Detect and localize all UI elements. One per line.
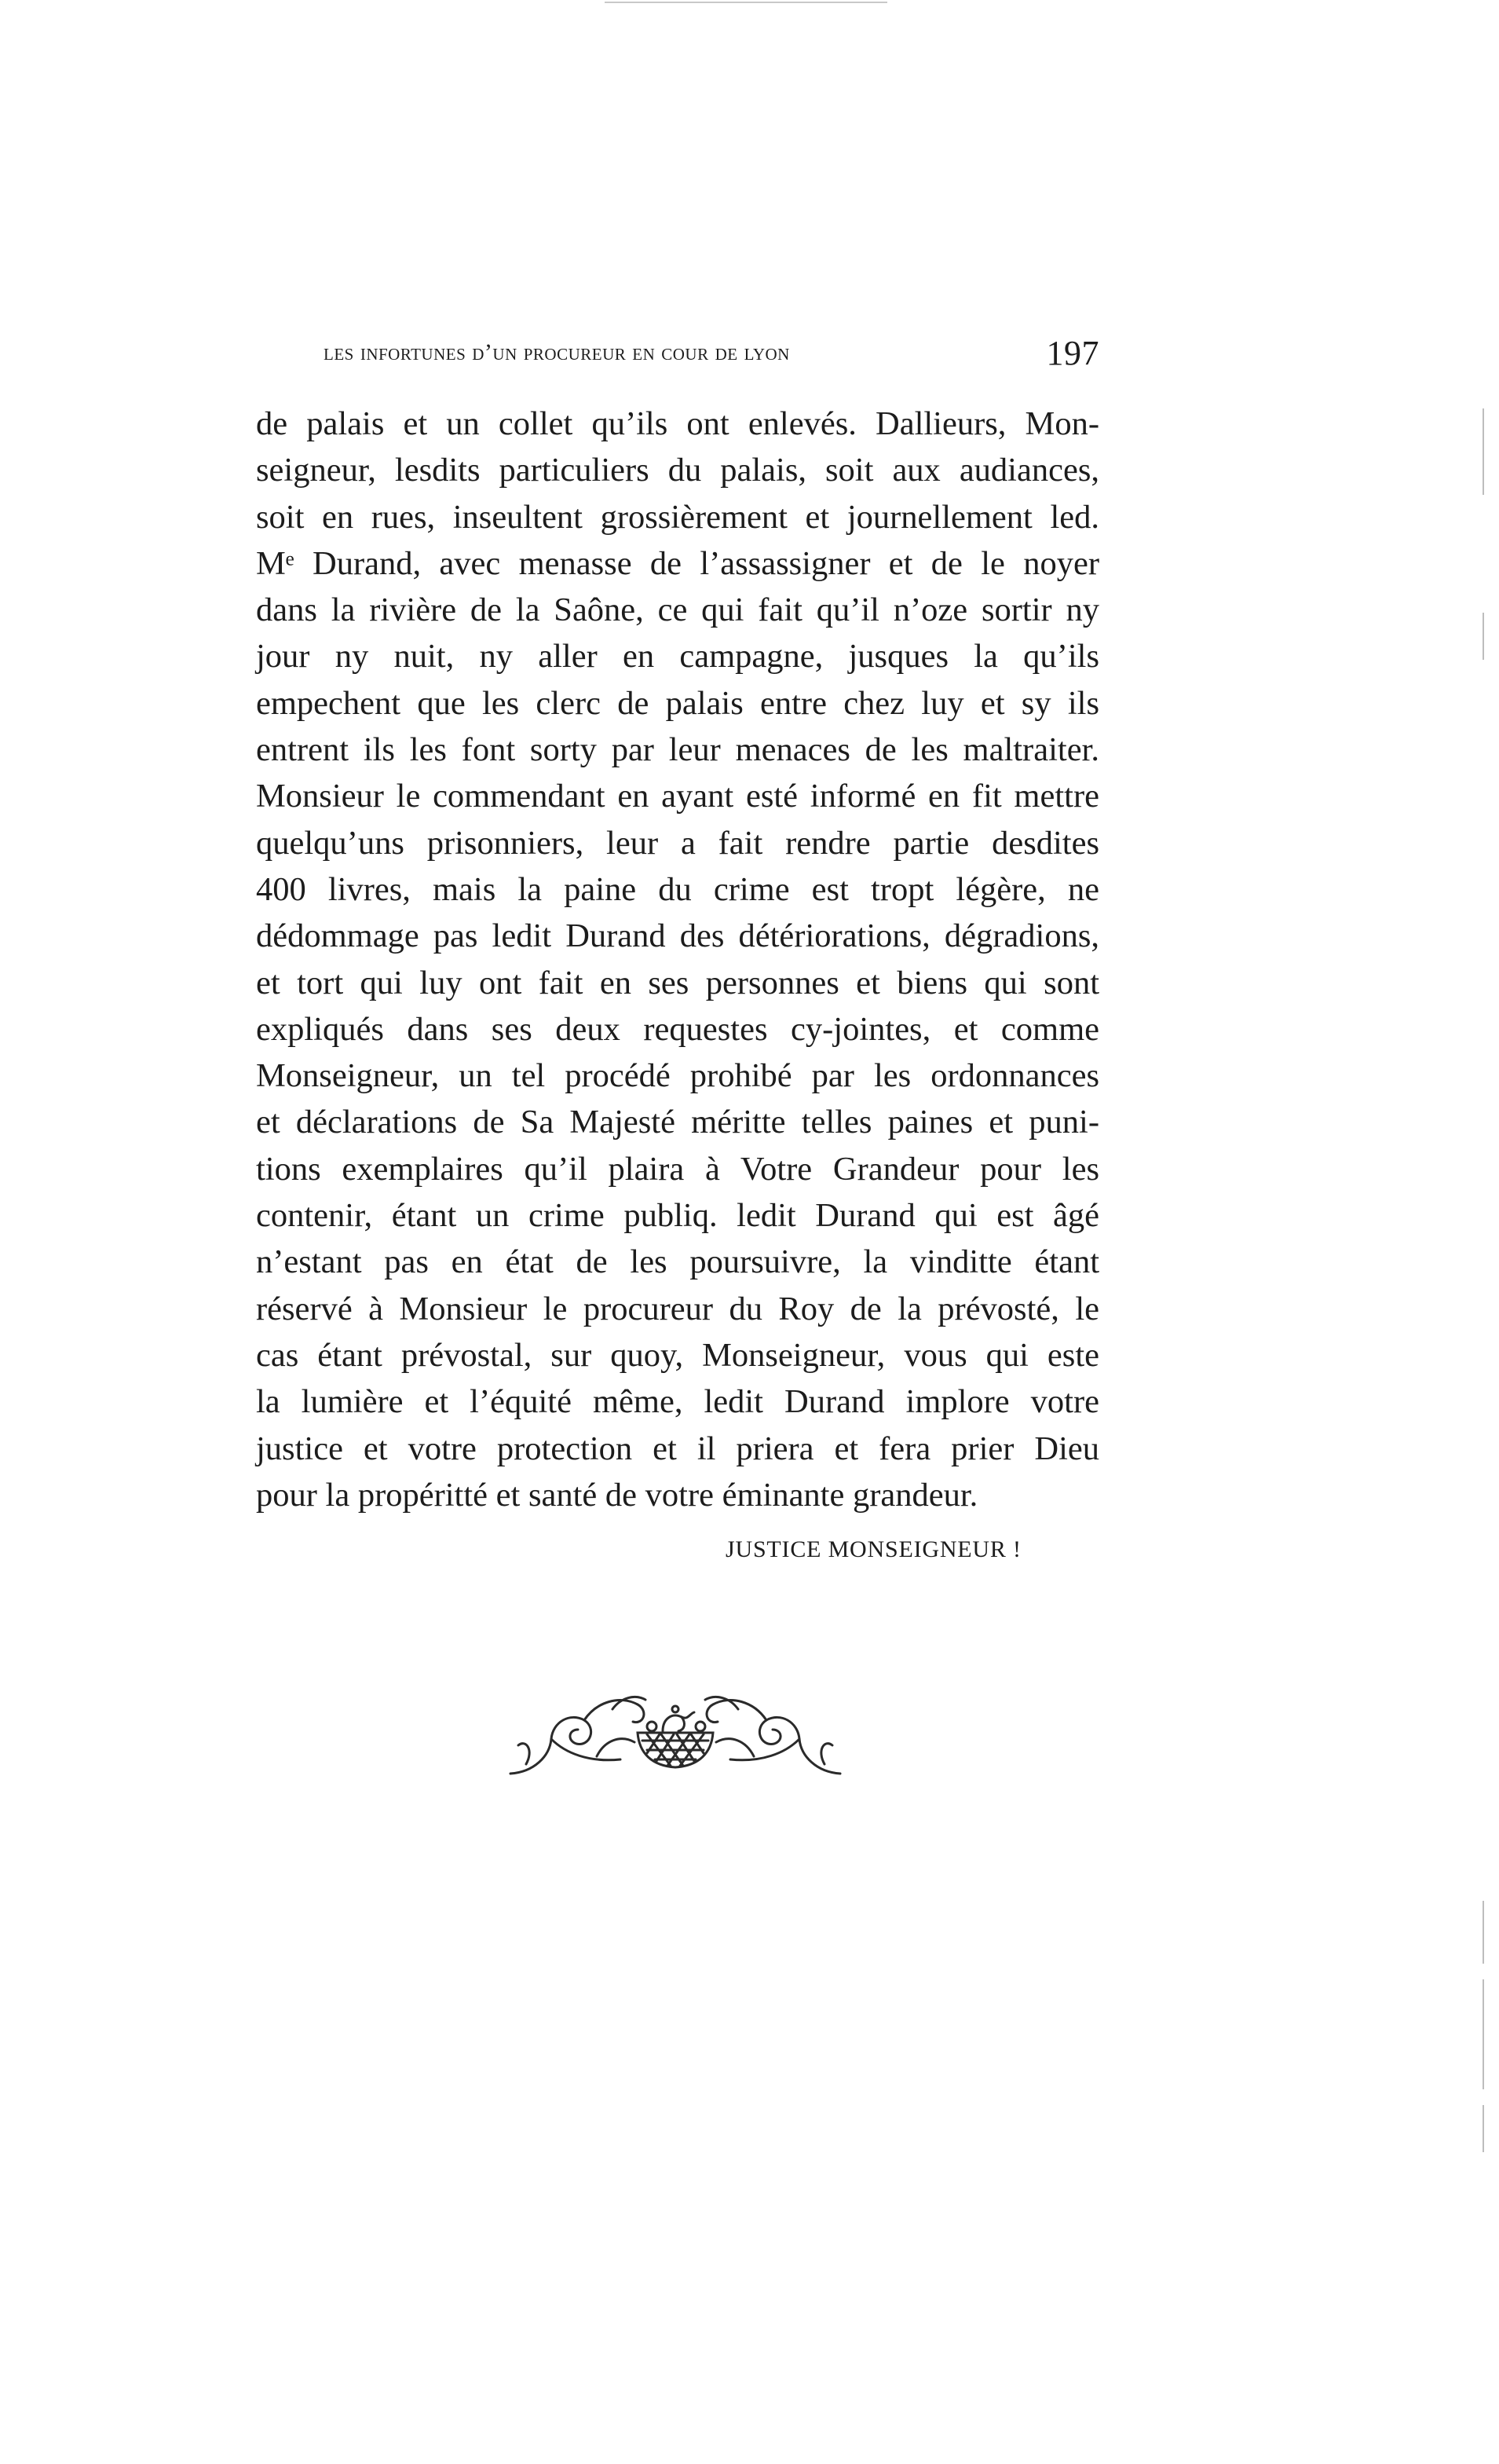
running-head [324,334,1099,380]
text-line: dans la rivière de la Saône, ce qui fait qu’il n’oze sortir ny [256,591,1099,629]
scan-margin-mark [1483,1979,1484,2089]
scan-margin-mark [1483,1901,1484,1964]
text-line: Mᵉ Durand, avec menasse de l’assassigner et de le noyer [256,544,1099,582]
text-line: seigneur, lesdits particuliers du palais, soit aux audiances, [256,452,1099,489]
floral-basket-vignette-icon [503,1678,848,1780]
body-paragraph [256,401,1099,1518]
text-line: et tort qui luy ont fait en ses personnes et biens qui sont [256,964,1099,1001]
text-line: la lumière et l’équité même, ledit Durand implore votre [256,1383,1099,1421]
text-line: de palais et un collet qu’ils ont enlevés. Dallieurs, Mon- [256,405,1099,442]
text-line: 400 livres, mais la paine du crime est tropt légère, ne [256,870,1099,908]
text-line: expliqués dans ses deux requestes cy-jointes, et comme [256,1010,1099,1048]
text-line: réservé à Monsieur le procureur du Roy de la prévosté, le [256,1290,1099,1327]
text-line: n’estant pas en état de les poursuivre, la vinditte étant [256,1243,1099,1281]
text-line: tions exemplaires qu’il plaira à Votre Grandeur pour les [256,1150,1099,1188]
text-line: empechent que les clerc de palais entre chez luy et sy ils [256,684,1099,722]
closing-signature: JUSTICE MONSEIGNEUR ! [726,1536,1022,1562]
scan-margin-mark [1483,2105,1484,2152]
text-line: soit en rues, inseultent grossièrement et journellement led. [256,498,1099,536]
scan-margin-mark [1483,613,1484,660]
text-line: et déclarations de Sa Majesté méritte telles paines et puni- [256,1104,1099,1141]
text-line: dédommage pas ledit Durand des détériorations, dégradions, [256,917,1099,955]
running-title: les infortunes d’un procureur en cour de lyon [324,339,790,365]
text-line: contenir, étant un crime publiq. ledit Durand qui est âgé [256,1197,1099,1235]
text-line: Monseigneur, un tel procédé prohibé par les ordonnances [256,1057,1099,1095]
text-line: quelqu’uns prisonniers, leur a fait rendre partie desdites [256,824,1099,862]
text-line: jour ny nuit, ny aller en campagne, jusques la qu’ils [256,638,1099,675]
text-line: justice et votre protection et il priera et fera prier Dieu [256,1430,1099,1467]
text-line: entrent ils les font sorty par leur menaces de les maltraiter. [256,731,1099,769]
text-line: Monsieur le commendant en ayant esté informé en fit mettre [256,778,1099,815]
scan-edge-rule [605,2,887,3]
text-line: pour la propéritté et santé de votre éminante grandeur. [256,1476,978,1514]
scan-margin-mark [1483,408,1484,495]
page-number: 197 [1046,334,1099,372]
text-line: cas étant prévostal, sur quoy, Monseigneur, vous qui este [256,1336,1099,1374]
